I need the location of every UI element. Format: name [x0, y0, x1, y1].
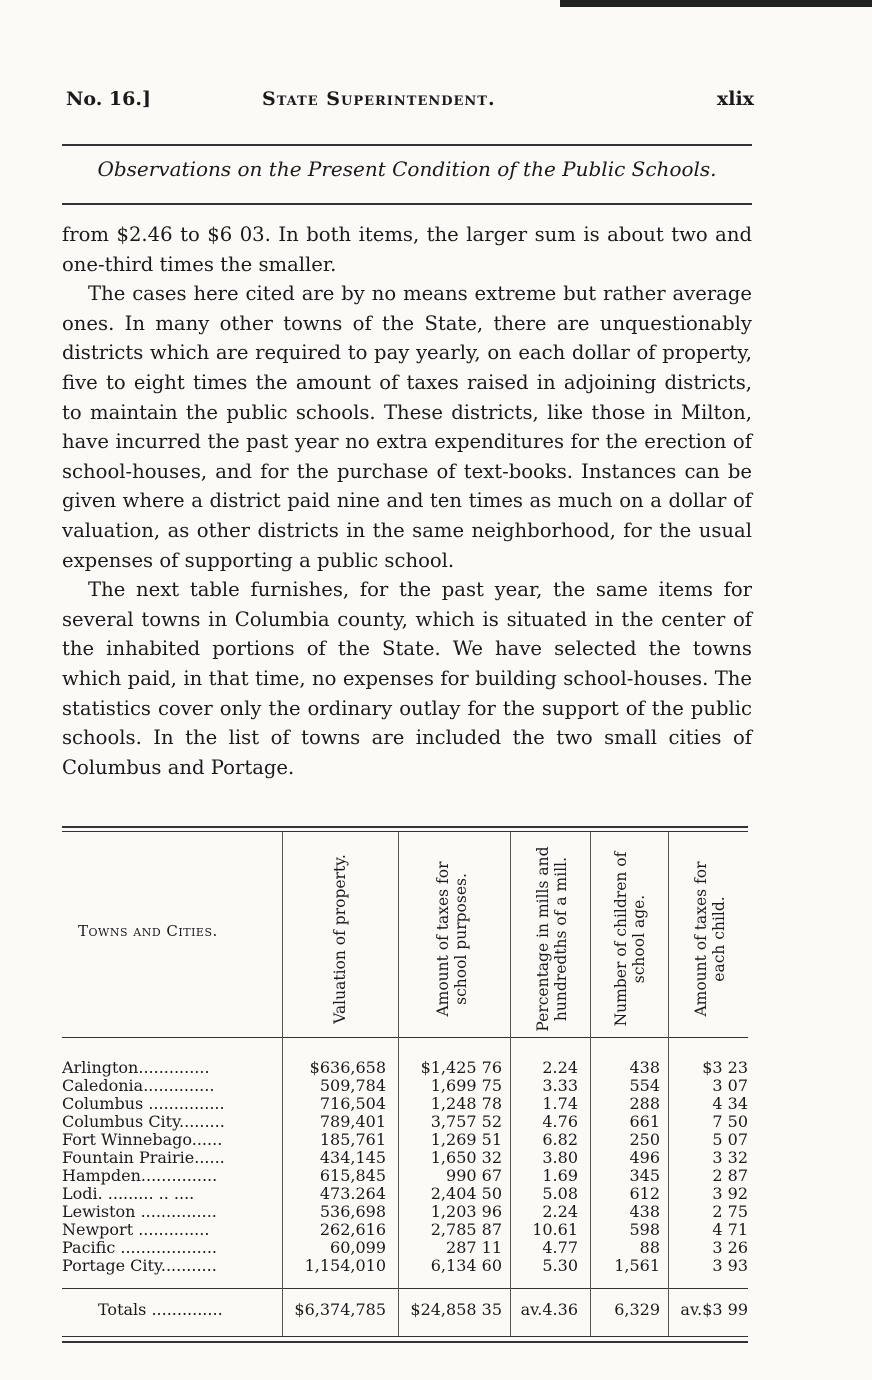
children-cell: 88 [639, 1238, 660, 1257]
header-rule [62, 144, 752, 146]
children-cell: 1,561 [614, 1256, 660, 1275]
children-cell: 288 [629, 1094, 660, 1113]
percentage-cell: 2.24 [542, 1058, 578, 1077]
percentage-cell: 5.30 [542, 1256, 578, 1275]
valuation-cell: 509,784 [319, 1076, 386, 1095]
table-row [0, 1059, 872, 1077]
per-child-cell: $3 23 [702, 1058, 748, 1077]
per-child-column-header: Amount of taxes for each child. [692, 861, 728, 1017]
average-per-child: av.$3 99 [680, 1300, 748, 1319]
town-name: Pacific ................... [62, 1239, 218, 1257]
per-child-cell: 7 50 [712, 1112, 748, 1131]
percentage-cell: 3.80 [542, 1148, 578, 1167]
children-cell: 496 [629, 1148, 660, 1167]
per-child-cell: 2 87 [712, 1166, 748, 1185]
children-cell: 438 [629, 1058, 660, 1077]
table-row [0, 1149, 872, 1167]
town-name: Newport .............. [62, 1221, 210, 1239]
running-title: State Superintendent. [262, 88, 496, 110]
percentage-cell: 4.76 [542, 1112, 578, 1131]
town-name: Columbus ............... [62, 1095, 225, 1113]
valuation-cell: 716,504 [319, 1094, 386, 1113]
percentage-cell: 1.69 [542, 1166, 578, 1185]
taxes-cell: 3,757 52 [430, 1112, 502, 1131]
per-child-cell: 3 26 [712, 1238, 748, 1257]
table-row [0, 1131, 872, 1149]
valuation-cell: 473.264 [319, 1184, 386, 1203]
table-row [0, 1167, 872, 1185]
per-child-cell: 3 32 [712, 1148, 748, 1167]
per-child-cell: 3 93 [712, 1256, 748, 1275]
paragraph: from $2.46 to $6 03. In both items, the larger sum is about two and one-third times the smaller. [62, 223, 752, 276]
table-totals-rule [62, 1288, 748, 1289]
valuation-cell: 434,145 [319, 1148, 386, 1167]
town-name: Fort Winnebago...... [62, 1131, 223, 1149]
children-column-header: Number of children of school age. [612, 851, 648, 1027]
children-cell: 661 [629, 1112, 660, 1131]
town-name: Hampden............... [62, 1167, 218, 1185]
taxes-cell: 6,134 60 [430, 1256, 502, 1275]
towns-column-header: Towns and Cities. [78, 922, 218, 940]
percentage-cell: 1.74 [542, 1094, 578, 1113]
valuation-cell: 615,845 [319, 1166, 386, 1185]
taxes-column-header: Amount of taxes for school purposes. [434, 861, 470, 1017]
section-subtitle: Observations on the Present Condition of the Public Schools. [97, 157, 717, 181]
percentage-cell: 10.61 [532, 1220, 578, 1239]
per-child-cell: 3 07 [712, 1076, 748, 1095]
town-name: Lodi. ......... .. .... [62, 1185, 195, 1203]
per-child-cell: 4 34 [712, 1094, 748, 1113]
scan-edge-bar [560, 0, 872, 7]
per-child-cell: 4 71 [712, 1220, 748, 1239]
average-percentage: av.4.36 [520, 1300, 578, 1319]
table-bottom-rule [62, 1341, 748, 1343]
table-row [0, 1221, 872, 1239]
per-child-cell: 5 07 [712, 1130, 748, 1149]
body-text [62, 220, 752, 782]
percentage-cell: 4.77 [542, 1238, 578, 1257]
taxes-cell: 1,269 51 [430, 1130, 502, 1149]
taxes-cell: 1,248 78 [430, 1094, 502, 1113]
table-top-rule [62, 826, 748, 828]
percentage-cell: 6.82 [542, 1130, 578, 1149]
taxes-cell: 1,650 32 [430, 1148, 502, 1167]
table-bottom-rule-thin [62, 1336, 748, 1337]
table-row [0, 1095, 872, 1113]
children-cell: 250 [629, 1130, 660, 1149]
table-row [0, 1239, 872, 1257]
percentage-cell: 2.24 [542, 1202, 578, 1221]
valuation-cell: 60,099 [330, 1238, 386, 1257]
table-row [0, 1113, 872, 1131]
town-name: Fountain Prairie...... [62, 1149, 225, 1167]
taxes-cell: 287 11 [446, 1238, 502, 1257]
town-name: Arlington.............. [62, 1059, 210, 1077]
percentage-cell: 5.08 [542, 1184, 578, 1203]
per-child-cell: 2 75 [712, 1202, 748, 1221]
valuation-cell: 185,761 [319, 1130, 386, 1149]
taxes-cell: 2,404 50 [430, 1184, 502, 1203]
town-name: Caledonia.............. [62, 1077, 215, 1095]
paragraph: The next table furnishes, for the past year, the same items for several towns in Columbia county, which is situated in the center of the inhabited portions of the State. We have selected the towns which paid, in that time, no expenses for building school-houses. The statistics cover only the ordinary outlay for the support of the public schools. In the list of towns are included the two small cities of Columbus and Portage. [62, 578, 752, 779]
town-name: Portage City........... [62, 1257, 217, 1275]
town-name: Lewiston ............... [62, 1203, 217, 1221]
table-row [0, 1257, 872, 1275]
per-child-cell: 3 92 [712, 1184, 748, 1203]
valuation-cell: 789,401 [319, 1112, 386, 1131]
taxes-cell: $1,425 76 [420, 1058, 502, 1077]
valuation-cell: 536,698 [319, 1202, 386, 1221]
table-row [0, 1203, 872, 1221]
total-valuation: $6,374,785 [294, 1300, 386, 1319]
valuation-cell: $636,658 [309, 1058, 386, 1077]
total-children: 6,329 [614, 1300, 660, 1319]
table-header-rule [62, 1037, 748, 1038]
taxes-cell: 1,699 75 [430, 1076, 502, 1095]
total-taxes: $24,858 35 [410, 1300, 502, 1319]
paragraph: The cases here cited are by no means extreme but rather average ones. In many other towns of the State, there are unquestionably districts which are required to pay yearly, on each dollar of property, five to eight times the amount of taxes raised in adjoining districts, to maintain the public schools. These districts, like those in Milton, have incurred the past year no extra expenditures for the erection of school-houses, and for the purchase of text-books. Instances can be given where a district paid nine and ten times as much on a dollar of valuation, as other districts in the same neighborhood, for the usual expenses of supporting a public school. [62, 282, 752, 572]
percentage-cell: 3.33 [542, 1076, 578, 1095]
taxes-cell: 2,785 87 [430, 1220, 502, 1239]
children-cell: 438 [629, 1202, 660, 1221]
table-row [0, 1077, 872, 1095]
subtitle-rule [62, 203, 752, 205]
table-row [0, 1185, 872, 1203]
table-top-rule-thin [62, 831, 748, 832]
valuation-column-header: Valuation of property. [331, 854, 349, 1024]
document-number: No. 16.] [66, 88, 151, 110]
valuation-cell: 1,154,010 [304, 1256, 386, 1275]
taxes-cell: 990 67 [446, 1166, 502, 1185]
page-number: xlix [716, 88, 754, 110]
running-header [66, 88, 754, 118]
children-cell: 345 [629, 1166, 660, 1185]
percentage-column-header: Percentage in mills and hundredths of a mill. [534, 846, 570, 1032]
valuation-cell: 262,616 [319, 1220, 386, 1239]
children-cell: 598 [629, 1220, 660, 1239]
children-cell: 612 [629, 1184, 660, 1203]
totals-row [0, 1300, 872, 1320]
taxes-cell: 1,203 96 [430, 1202, 502, 1221]
town-name: Columbus City......... [62, 1113, 225, 1131]
children-cell: 554 [629, 1076, 660, 1095]
totals-label: Totals .............. [98, 1300, 223, 1319]
